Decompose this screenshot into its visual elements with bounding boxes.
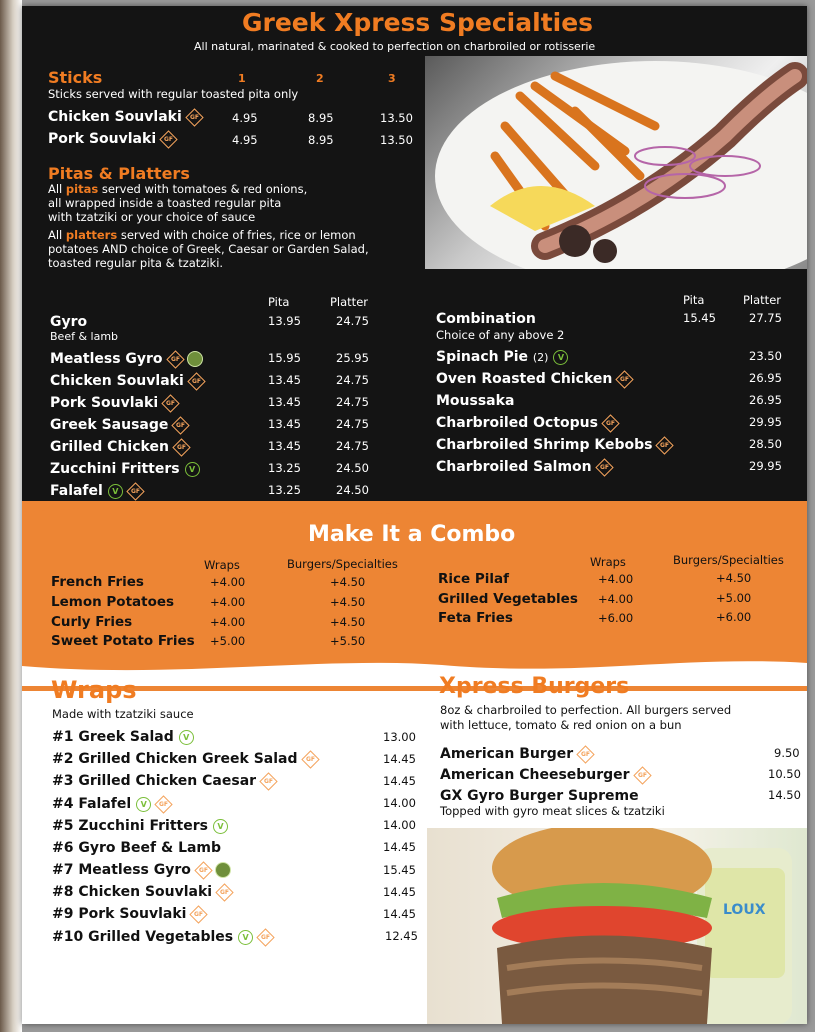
combo-col-burgers-right: Burgers/Specialties bbox=[673, 553, 784, 567]
sticks-item-chicken-souvlaki bbox=[48, 109, 201, 125]
wrap-price: 14.45 bbox=[383, 774, 416, 788]
combo-burgers-price: +5.50 bbox=[330, 634, 366, 648]
combo-col-wraps: Wraps bbox=[204, 558, 240, 572]
pita-note-line3: with tzatziki or your choice of sauce bbox=[48, 210, 256, 224]
pita-item-zucchini-fritters: Zucchini Fritters V bbox=[50, 461, 200, 477]
platter-item-charbroiled-shrimp-kebobs: Charbroiled Shrimp Kebobs GF bbox=[436, 437, 671, 453]
combo-burgers-price: +4.50 bbox=[716, 571, 752, 585]
wrap-item-10: #10 Grilled Vegetables V GF bbox=[52, 929, 272, 945]
platter-price: 27.75 bbox=[749, 311, 782, 325]
combo-burgers-price: +4.50 bbox=[330, 595, 366, 609]
pita-item-grilled-chicken: Grilled Chicken GF bbox=[50, 439, 188, 455]
combo-item-lemon-potatoes: Lemon Potatoes bbox=[51, 594, 175, 610]
burgers-note-line1: 8oz & charbroiled to perfection. All burgers served bbox=[440, 703, 732, 717]
platter-item-oven-roasted-chicken: Oven Roasted Chicken GF bbox=[436, 371, 631, 387]
gyro-desc: Beef & lamb bbox=[50, 330, 119, 343]
platter-price: 25.95 bbox=[336, 351, 369, 365]
wrap-item-2: #2 Grilled Chicken Greek Salad GF bbox=[52, 751, 317, 767]
platter-note-line3: toasted regular pita & tzatziki. bbox=[48, 256, 224, 270]
combo-burgers-price: +4.50 bbox=[330, 615, 366, 629]
burger-item-gx-gyro-supreme: GX Gyro Burger Supreme bbox=[440, 788, 639, 804]
vegan-icon: V bbox=[108, 484, 123, 499]
pita-price: 13.45 bbox=[268, 395, 301, 409]
platter-item-moussaka: Moussaka bbox=[436, 393, 515, 409]
wrap-item-6: #6 Gyro Beef & Lamb bbox=[52, 840, 222, 856]
wrap-price: 14.00 bbox=[383, 796, 416, 810]
page-edge-strip bbox=[0, 0, 22, 1032]
platter-item-charbroiled-octopus: Charbroiled Octopus GF bbox=[436, 415, 617, 431]
gluten-free-icon: GF bbox=[633, 766, 651, 784]
wrap-price: 15.45 bbox=[383, 863, 416, 877]
burger-item-american: American Burger GF bbox=[440, 746, 592, 762]
pita-price: 15.95 bbox=[268, 351, 301, 365]
octopus-plate-illustration bbox=[425, 56, 807, 269]
wrap-item-5: #5 Zucchini Fritters V bbox=[52, 818, 228, 834]
pita-note-line2: all wrapped inside a toasted regular pita bbox=[48, 196, 282, 210]
combo-item-rice-pilaf: Rice Pilaf bbox=[438, 571, 510, 587]
sticks-col-3: 3 bbox=[388, 72, 396, 85]
col-platter: Platter bbox=[330, 295, 368, 309]
platter-price: 29.95 bbox=[749, 415, 782, 429]
gluten-free-icon: GF bbox=[161, 394, 179, 412]
gyro-burger-photo bbox=[427, 828, 807, 1024]
bottle-label: LOUX bbox=[723, 902, 766, 918]
combo-item-curly-fries: Curly Fries bbox=[51, 614, 133, 630]
pita-item-chicken-souvlaki: Chicken Souvlaki GF bbox=[50, 373, 203, 389]
gluten-free-icon: GF bbox=[159, 130, 177, 148]
price-2: 8.95 bbox=[308, 133, 334, 147]
pitas-title: Pitas & Platters bbox=[48, 164, 190, 183]
price-3: 13.50 bbox=[380, 111, 413, 125]
wrap-item-3: #3 Grilled Chicken Caesar GF bbox=[52, 773, 275, 789]
combo-burgers-price: +5.00 bbox=[716, 591, 752, 605]
platter-note-line1: All platters served with choice of fries, rice or lemon bbox=[48, 228, 356, 242]
price-1: 4.95 bbox=[232, 111, 258, 125]
price-3: 13.50 bbox=[380, 133, 413, 147]
pita-price: 13.45 bbox=[268, 373, 301, 387]
gluten-free-icon: GF bbox=[166, 350, 184, 368]
octopus-plate-photo bbox=[425, 56, 807, 269]
pita-price: 13.25 bbox=[268, 461, 301, 475]
vegan-icon: V bbox=[185, 462, 200, 477]
gluten-free-icon: GF bbox=[259, 772, 277, 790]
gluten-free-icon: GF bbox=[185, 108, 203, 126]
platter-price: 26.95 bbox=[749, 393, 782, 407]
combo-title: Make It a Combo bbox=[308, 522, 516, 547]
wraps-title: Wraps bbox=[51, 676, 137, 704]
gluten-free-icon: GF bbox=[194, 861, 212, 879]
wrap-item-9: #9 Pork Souvlaki GF bbox=[52, 906, 205, 922]
platter-price: 29.95 bbox=[749, 459, 782, 473]
combo-item-grilled-vegetables: Grilled Vegetables bbox=[438, 591, 578, 607]
col-pita: Pita bbox=[268, 295, 290, 309]
pita-price: 13.95 bbox=[268, 314, 301, 328]
pita-item-falafel: Falafel V GF bbox=[50, 483, 142, 499]
combo-burgers-price: +6.00 bbox=[716, 610, 752, 624]
wrap-price: 14.45 bbox=[383, 885, 416, 899]
wrap-price: 14.45 bbox=[383, 907, 416, 921]
gluten-free-icon: GF bbox=[656, 436, 674, 454]
plant-based-icon bbox=[215, 862, 231, 878]
gluten-free-icon: GF bbox=[172, 416, 190, 434]
pita-item-gyro: Gyro bbox=[50, 314, 88, 330]
platter-price: 24.75 bbox=[336, 373, 369, 387]
pita-item-meatless-gyro: Meatless Gyro GF bbox=[50, 351, 203, 367]
item-name: Pork Souvlaki bbox=[48, 131, 157, 147]
pita-item-greek-sausage: Greek Sausage GF bbox=[50, 417, 187, 433]
gluten-free-icon: GF bbox=[187, 372, 205, 390]
tagline: All natural, marinated & cooked to perfection on charbroiled or rotisserie bbox=[194, 40, 596, 53]
wrap-price: 12.45 bbox=[385, 929, 418, 943]
combo-wraps-price: +5.00 bbox=[210, 634, 246, 648]
page-title: Greek Xpress Specialties bbox=[242, 8, 594, 37]
sticks-col-2: 2 bbox=[316, 72, 324, 85]
combo-item-feta-fries: Feta Fries bbox=[438, 610, 513, 626]
burger-item-cheeseburger: American Cheeseburger GF bbox=[440, 767, 649, 783]
gluten-free-icon: GF bbox=[215, 883, 233, 901]
platter-price: 24.50 bbox=[336, 483, 369, 497]
combo-wraps-price: +6.00 bbox=[598, 611, 634, 625]
gluten-free-icon: GF bbox=[601, 414, 619, 432]
combo-wraps-price: +4.00 bbox=[210, 595, 246, 609]
platter-price: 24.75 bbox=[336, 439, 369, 453]
platter-price: 26.95 bbox=[749, 371, 782, 385]
gyro-burger-illustration bbox=[427, 828, 807, 1024]
pita-price: 13.25 bbox=[268, 483, 301, 497]
burgers-title: Xpress Burgers bbox=[439, 674, 630, 699]
wrap-item-7: #7 Meatless Gyro GF bbox=[52, 862, 231, 878]
col-pita-right: Pita bbox=[683, 293, 705, 307]
platter-price: 24.75 bbox=[336, 395, 369, 409]
wrap-price: 14.00 bbox=[383, 818, 416, 832]
gluten-free-icon: GF bbox=[172, 438, 190, 456]
combo-wraps-price: +4.00 bbox=[210, 575, 246, 589]
vegan-icon: V bbox=[553, 350, 568, 365]
platter-item-spinach-pie: Spinach Pie (2) V bbox=[436, 349, 568, 365]
menu-page bbox=[22, 6, 807, 1024]
burger-price: 9.50 bbox=[774, 746, 800, 760]
wrap-item-1: #1 Greek Salad V bbox=[52, 729, 194, 745]
gluten-free-icon: GF bbox=[576, 745, 594, 763]
wrap-item-4: #4 Falafel V GF bbox=[52, 796, 170, 812]
pita-item-combination: Combination bbox=[436, 311, 536, 327]
gluten-free-icon: GF bbox=[126, 482, 144, 500]
wrap-item-8: #8 Chicken Souvlaki GF bbox=[52, 884, 231, 900]
item-name: Chicken Souvlaki bbox=[48, 109, 182, 125]
gluten-free-icon: GF bbox=[154, 795, 172, 813]
gluten-free-icon: GF bbox=[301, 750, 319, 768]
combo-item-sweet-potato-fries: Sweet Potato Fries bbox=[51, 633, 195, 649]
sticks-title: Sticks bbox=[48, 68, 103, 87]
price-1: 4.95 bbox=[232, 133, 258, 147]
pita-price: 13.45 bbox=[268, 417, 301, 431]
combo-wraps-price: +4.00 bbox=[210, 615, 246, 629]
combo-item-french-fries: French Fries bbox=[51, 574, 144, 590]
combo-wraps-price: +4.00 bbox=[598, 592, 634, 606]
pita-price: 13.45 bbox=[268, 439, 301, 453]
platter-price: 24.75 bbox=[336, 417, 369, 431]
burgers-note-line2: with lettuce, tomato & red onion on a bun bbox=[440, 718, 682, 732]
combo-col-wraps-right: Wraps bbox=[590, 555, 626, 569]
platter-note-line2: potatoes AND choice of Greek, Caesar or Garden Salad, bbox=[48, 242, 369, 256]
plant-based-icon bbox=[187, 351, 203, 367]
wrap-price: 13.00 bbox=[383, 730, 416, 744]
vegan-icon: V bbox=[238, 930, 253, 945]
pita-item-pork-souvlaki: Pork Souvlaki GF bbox=[50, 395, 177, 411]
pita-note-line1: All pitas served with tomatoes & red onions, bbox=[48, 182, 308, 196]
pita-price: 15.45 bbox=[683, 311, 716, 325]
gluten-free-icon: GF bbox=[616, 370, 634, 388]
white-wave bbox=[22, 651, 807, 686]
gluten-free-icon: GF bbox=[190, 905, 208, 923]
sticks-note: Sticks served with regular toasted pita only bbox=[48, 87, 299, 101]
platter-price: 23.50 bbox=[749, 349, 782, 363]
platter-price: 28.50 bbox=[749, 437, 782, 451]
sticks-item-pork-souvlaki bbox=[48, 131, 175, 147]
wrap-price: 14.45 bbox=[383, 752, 416, 766]
platter-price: 24.75 bbox=[336, 314, 369, 328]
combo-wraps-price: +4.00 bbox=[598, 572, 634, 586]
gluten-free-icon: GF bbox=[256, 928, 274, 946]
wraps-note: Made with tzatziki sauce bbox=[52, 707, 194, 721]
vegan-icon: V bbox=[179, 730, 194, 745]
vegan-icon: V bbox=[136, 797, 151, 812]
platter-price: 24.50 bbox=[336, 461, 369, 475]
combo-burgers-price: +4.50 bbox=[330, 575, 366, 589]
gx-burger-desc: Topped with gyro meat slices & tzatziki bbox=[440, 804, 665, 818]
platter-item-charbroiled-salmon: Charbroiled Salmon GF bbox=[436, 459, 611, 475]
price-2: 8.95 bbox=[308, 111, 334, 125]
burger-price: 14.50 bbox=[768, 788, 801, 802]
gluten-free-icon: GF bbox=[595, 458, 613, 476]
vegan-icon: V bbox=[213, 819, 228, 834]
burger-price: 10.50 bbox=[768, 767, 801, 781]
combination-desc: Choice of any above 2 bbox=[436, 328, 565, 342]
sticks-col-1: 1 bbox=[238, 72, 246, 85]
combo-col-burgers: Burgers/Specialties bbox=[287, 557, 398, 571]
wrap-price: 14.45 bbox=[383, 840, 416, 854]
col-platter-right: Platter bbox=[743, 293, 781, 307]
